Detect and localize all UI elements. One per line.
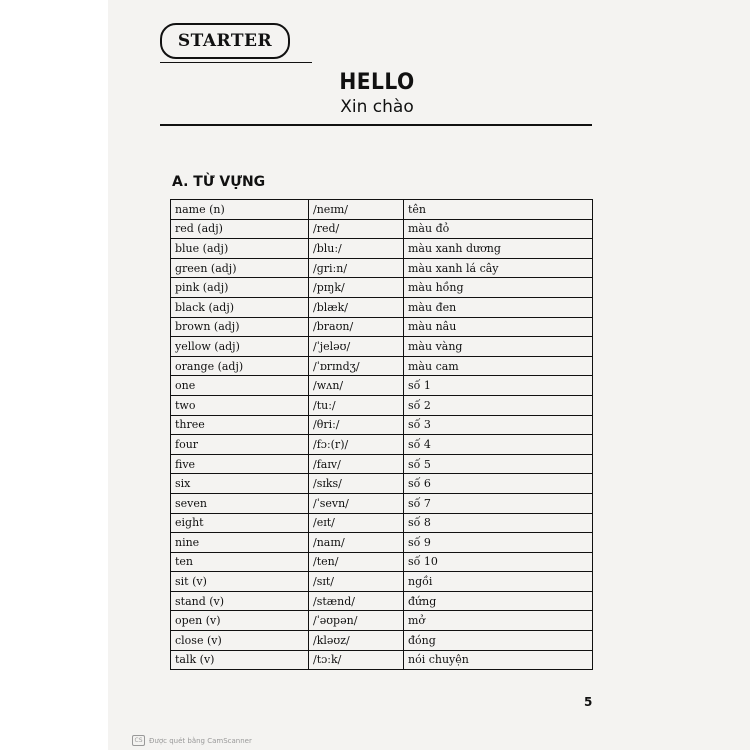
table-row [171,611,593,631]
vocab-meaning: số 4 [404,435,593,455]
vocab-word: four [171,435,309,455]
vocab-meaning: màu vàng [404,337,593,357]
vocab-ipa: /tuː/ [309,395,404,415]
vocab-meaning: ngồi [404,572,593,592]
vocab-meaning: màu cam [404,356,593,376]
vocab-meaning: đứng [404,591,593,611]
table-row [171,200,593,220]
vocab-meaning: màu đen [404,297,593,317]
table-row [171,454,593,474]
table-row [171,258,593,278]
vocab-ipa: /eɪt/ [309,513,404,533]
vocab-word: two [171,395,309,415]
table-row [171,337,593,357]
vocab-meaning: số 8 [404,513,593,533]
table-row [171,493,593,513]
vocab-ipa: /ˈsevn/ [309,493,404,513]
vocab-meaning: số 3 [404,415,593,435]
vocab-word: six [171,474,309,494]
lesson-title-block [313,66,441,122]
vocab-word: blue (adj) [171,239,309,259]
table-row [171,650,593,670]
table-row [171,219,593,239]
vocab-word: black (adj) [171,297,309,317]
section-title: A. TỪ VỰNG [172,174,266,190]
page-number: 5 [584,695,593,709]
vocab-word: brown (adj) [171,317,309,337]
vocab-meaning: màu nâu [404,317,593,337]
vocab-ipa: /sɪks/ [309,474,404,494]
vocab-word: close (v) [171,631,309,651]
vocab-ipa: /blæk/ [309,297,404,317]
vocab-ipa: /sɪt/ [309,572,404,592]
title-rule [160,124,592,126]
vocab-ipa: /neɪm/ [309,200,404,220]
vocab-word: red (adj) [171,219,309,239]
vocab-word: eight [171,513,309,533]
vocab-meaning: màu xanh lá cây [404,258,593,278]
vocab-meaning: màu hồng [404,278,593,298]
vocab-meaning: tên [404,200,593,220]
vocab-word: one [171,376,309,396]
vocab-ipa: /pɪŋk/ [309,278,404,298]
vocab-ipa: /ten/ [309,552,404,572]
vocab-word: talk (v) [171,650,309,670]
vocab-meaning: số 7 [404,493,593,513]
vocab-ipa: /braʊn/ [309,317,404,337]
table-row [171,356,593,376]
camscanner-icon: CS [132,735,145,746]
table-row [171,376,593,396]
vocab-ipa: /ˈɒrɪndʒ/ [309,356,404,376]
table-row [171,572,593,592]
table-row [171,278,593,298]
vocab-word: five [171,454,309,474]
vocab-meaning: đóng [404,631,593,651]
table-row [171,591,593,611]
vocab-meaning: số 6 [404,474,593,494]
table-row [171,239,593,259]
table-row [171,533,593,553]
vocab-meaning: số 10 [404,552,593,572]
vocab-word: pink (adj) [171,278,309,298]
vocab-ipa: /tɔːk/ [309,650,404,670]
vocab-word: seven [171,493,309,513]
lesson-subtitle: Xin chào [340,97,414,117]
vocab-ipa: /red/ [309,219,404,239]
vocab-ipa: /stænd/ [309,591,404,611]
vocab-word: nine [171,533,309,553]
header-rule [160,62,312,63]
vocab-word: three [171,415,309,435]
table-row [171,297,593,317]
vocab-ipa: /ˈjeləʊ/ [309,337,404,357]
vocab-meaning: màu đỏ [404,219,593,239]
table-row [171,631,593,651]
table-row [171,513,593,533]
vocab-ipa: /θriː/ [309,415,404,435]
vocab-ipa: /naɪn/ [309,533,404,553]
vocab-word: name (n) [171,200,309,220]
vocab-ipa: /kləʊz/ [309,631,404,651]
scanner-text: Được quét bằng CamScanner [149,736,252,745]
table-row [171,317,593,337]
vocab-ipa: /bluː/ [309,239,404,259]
vocab-meaning: số 9 [404,533,593,553]
vocab-word: orange (adj) [171,356,309,376]
vocab-ipa: /ˈəʊpən/ [309,611,404,631]
vocab-ipa: /fɔː(r)/ [309,435,404,455]
vocab-word: yellow (adj) [171,337,309,357]
table-row [171,552,593,572]
vocab-ipa: /ɡriːn/ [309,258,404,278]
lesson-title: HELLO [339,70,415,95]
table-row [171,415,593,435]
vocab-meaning: màu xanh dương [404,239,593,259]
vocabulary-table [170,199,593,670]
vocab-meaning: số 5 [404,454,593,474]
vocab-ipa: /wʌn/ [309,376,404,396]
vocab-meaning: nói chuyện [404,650,593,670]
vocab-word: stand (v) [171,591,309,611]
table-row [171,435,593,455]
starter-label: STARTER [160,23,290,59]
scanner-footer [132,735,252,746]
vocab-word: ten [171,552,309,572]
vocab-meaning: số 1 [404,376,593,396]
vocab-meaning: mở [404,611,593,631]
vocab-word: green (adj) [171,258,309,278]
vocab-meaning: số 2 [404,395,593,415]
table-row [171,395,593,415]
vocab-word: open (v) [171,611,309,631]
vocab-ipa: /faɪv/ [309,454,404,474]
table-row [171,474,593,494]
vocab-word: sit (v) [171,572,309,592]
